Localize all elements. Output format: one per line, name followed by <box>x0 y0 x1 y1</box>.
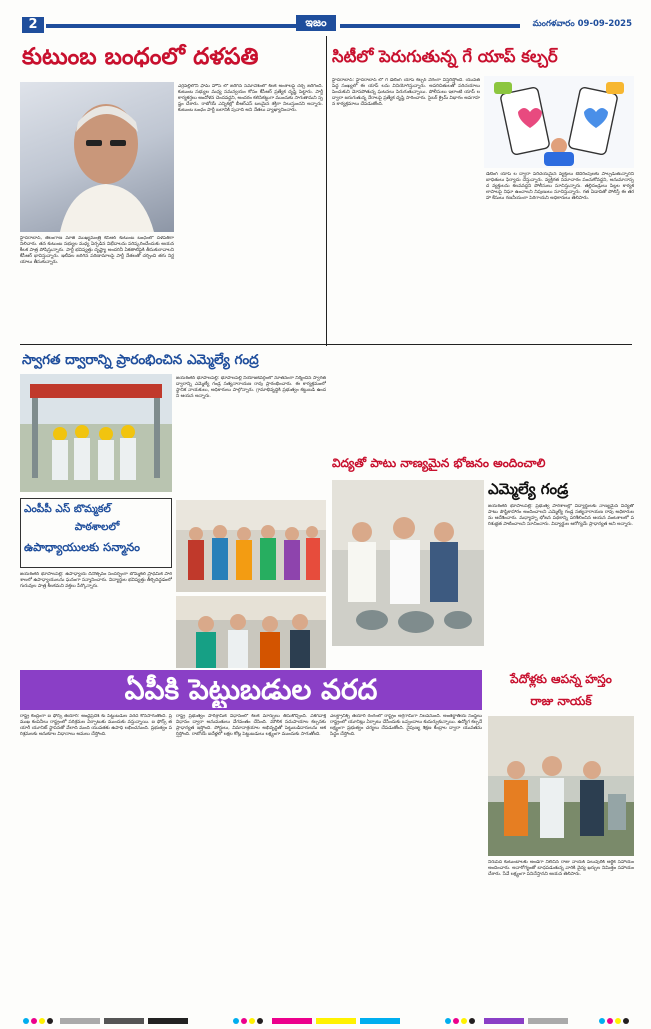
gay-app-illustration <box>484 76 634 168</box>
header-bar-right <box>340 24 520 28</box>
teachers-photo-bottom <box>176 596 326 668</box>
help-photo <box>488 716 634 856</box>
kcr-article-col1: హైదరాబాద్, తెలంగాణ మాజీ ముఖ్యమంత్రి కేసీఆర్ కుటుంబ బంధంలో దళపతిగా నిలిచారు. తన కుటుంబ సభ్యుల మధ్య ఏర్పడిన విభేదాలను పరిష్కరించేందుకు ఆయన కీలక పాత్ర పోషిస్తున్నారు. పార్టీ భవిష్యత్తు దృష్ట్యా అందరినీ ఏకతాటిపైకి తీసుకురావాలని కేసీఆర్ భావిస్తున్నారు. ఇటీవల జరిగిన పరిణామాలపై పార్టీ నేతలతో చర్చించి తగు నిర్ణయాలు తీసుకున్నారు. <box>20 236 174 266</box>
investments-col1: రాష్ట్ర కేంద్రంగా ఐ ఫోన్స్ తయారీ: ఆంధ్రప్రదేశ్ కు పెట్టుబడుల వరద కొనసాగుతోంది. ప్రముఖ కంపెనీలు రాష్ట్రంలో పరిశ్రమల ఏర్పాటుకు ముందుకు వస్తున్నాయి. ఐ ఫోన్స్ తయారీ యూనిట్ స్థాపనతో వేలాది మంది యువతకు ఉపాధి లభించనుంది. ప్రభుత్వం పరిశ్రమలకు అనుకూల విధానాలు అమలు చేస్తోంది. <box>20 714 172 738</box>
welcome-article: జయశంకర్ భూపాలపల్లి: భూపాలపల్లి నియోజకవర్గంలో నూతనంగా నిర్మించిన స్వాగత ద్వారాన్ని ఎమ్మెల్యే గండ్ర సత్యనారాయణ రావు ప్రారంభించారు. ఈ కార్యక్రమంలో స్థానిక నాయకులు, అధికారులు పాల్గొన్నారు. గ్రామాభివృద్ధికి ప్రభుత్వం కట్టుబడి ఉందని ఆయన అన్నారు. <box>176 376 326 400</box>
header-bar <box>46 24 320 28</box>
headline-meal-sub: ఎమ్మెల్యే గండ్ర <box>488 480 569 498</box>
headline-help-1: పేదోళ్లకు ఆపన్న హస్తం <box>510 672 612 686</box>
vertical-divider <box>326 36 327 346</box>
headline-teachers-2: పాఠశాలలో <box>74 521 120 533</box>
meal-article: జయశంకర్ భూపాలపల్లి: ప్రభుత్వ పాఠశాలల్లో విద్యార్థులకు నాణ్యమైన విద్యతో పాటు పౌష్టికాహారం అందించాలని ఎమ్మెల్యే గండ్ర సత్యనారాయణ రావు అధికారులను ఆదేశించారు. మధ్యాహ్న భోజన పథకాన్ని పరిశీలించిన ఆయన వంటశాలలో పరిశుభ్రత పాటించాలని సూచించారు. విద్యార్థుల ఆరోగ్యమే ప్రాధాన్యత అని అన్నారు. <box>488 504 634 528</box>
headline-welcome: స్వాగత ద్వారాన్ని ప్రారంభించిన ఎమ్మెల్యే గంద్ర <box>22 352 259 368</box>
headline-kcr: కుటుంబ బంధంలో దళపతి <box>22 44 259 70</box>
welcome-photo <box>20 374 172 492</box>
headline-teachers-1: ఎంపీపీ ఎస్ బొమ్మకల్ <box>24 503 111 515</box>
headline-help-2: రాజు నాయక్ <box>530 694 592 708</box>
registration-colorbar-icon <box>20 1010 634 1018</box>
investments-col3: ఎలక్ట్రానిక్స్ తయారీ రంగంలో రాష్ట్రం అగ్రగామిగా నిలవనుంది. అంతర్జాతీయ సంస్థలు రాష్ట్రంలో యూనిట్లు ఏర్పాటు చేసేందుకు ఒప్పందాలు కుదుర్చుకున్నాయి. ఉద్యోగ కల్పనే లక్ష్యంగా ప్రభుత్వం చర్యలు చేపడుతోంది. నైపుణ్య శిక్షణ కేంద్రాల ద్వారా యువతను సిద్ధం చేస్తోంది. <box>330 714 482 738</box>
gay-article-col1: హైదరాబాద్: హైదరాబాద్ లో గే డేటింగ్ యాప్ కల్చర్ వేగంగా విస్తరిస్తోంది. యువత పెద్ద సంఖ్యలో ఈ యాప్ లను వినియోగిస్తున్నారు. అపరిచితులతో పరిచయాలు పెంచుకుని మోసపోతున్న ఘటనలు పెరుగుతున్నాయి. పోలీసులు ఇలాంటి యాప్ ల ద్వారా జరుగుతున్న నేరాలపై ప్రత్యేక దృష్టి సారించారు. సైబర్ క్రైమ్ విభాగం అవగాహన కార్యక్రమాలు చేపడుతోంది. <box>332 78 480 108</box>
help-article: నిరుపేద కుటుంబాలకు అండగా నిలిచిన రాజు నాయక్ పలువురికి ఆర్థిక సహాయం అందించారు. అనారోగ్యంతో బాధపడుతున్న వారికి వైద్య ఖర్చుల నిమిత్తం సహాయం చేశారు. సేవే లక్ష్యంగా పనిచేస్తానని ఆయన తెలిపారు. <box>488 860 634 878</box>
investments-col2: రాష్ట్ర ప్రభుత్వం పారిశ్రామిక విధానంలో కీలక మార్పులు తీసుకొచ్చింది. ఏకగవాక్ష విధానం ద్వారా అనుమతులు వేగవంతం చేసింది. మౌలిక సదుపాయాల కల్పనకు ప్రాధాన్యత ఇస్తోంది. పోర్టులు, విమానాశ్రయాల అభివృద్ధితో పెట్టుబడిదారులను ఆకర్షిస్తోంది. రాబోయే ఐదేళ్లలో లక్షల కోట్ల పెట్టుబడులు లక్ష్యంగా ముందుకు సాగుతోంది. <box>176 714 326 738</box>
headline-teachers-3: ఉపాధ్యాయులకు సన్మానం <box>24 540 141 554</box>
headline-gay-app: సిటీలో పెరుగుతున్న గే యాప్ కల్చర్ <box>332 47 558 66</box>
meal-photo <box>332 480 484 646</box>
teachers-article: జయశంకర్ భూపాలపల్లి: ఉపాధ్యాయ దినోత్సవం సందర్భంగా బొమ్మకల్ ప్రాథమిక పాఠశాలలో ఉపాధ్యాయులను ఘనంగా సన్మానించారు. విద్యార్థుల భవిష్యత్తు తీర్చిదిద్దడంలో గురువుల పాత్ర కీలకమని వక్తలు పేర్కొన్నారు. <box>20 572 172 590</box>
gay-article-col2: డేటింగ్ యాప్ ల ద్వారా పరిచయమైన వ్యక్తులు బెదిరింపులకు పాల్పడుతున్నారని బాధితులు ఫిర్యాదు చేస్తున్నారు. వ్యక్తిగత సమాచారం పంచుకోవద్దని, అనుమానాస్పద వ్యక్తులను కలవవద్దని పోలీసులు సూచిస్తున్నారు. తల్లిదండ్రులు పిల్లల కార్యకలాపాలపై నిఘా ఉంచాలని నిపుణులు సూచిస్తున్నారు. గత ఏడాదితో పోలిస్తే ఈ తరహా కేసులు గణనీయంగా పెరిగాయని అధికారులు తెలిపారు. <box>486 172 634 202</box>
teachers-photo-top <box>176 500 326 592</box>
news-logo-icon: ఇజం <box>296 15 336 31</box>
kcr-article-col2: ఎర్రవల్లిలోని ఫామ్ హౌస్ లో జరిగిన సమావేశంలో కీలక అంశాలపై చర్చ జరిగింది. కుటుంబ సభ్యుల మధ్య సమన్వయం కోసం కేసీఆర్ ప్రత్యేక దృష్టి పెట్టారు. పార్టీ కార్యకర్తలు ఆందోళన చెందవద్దని, అందరం కలిసికట్టుగా ముందుకు సాగుతామని స్పష్టం చేశారు. రాబోయే ఎన్నికల్లో బీఆర్ఎస్ బలమైన శక్తిగా నిలుస్తుందని అన్నారు. కుటుంబ బంధం పార్టీ బలానికి పునాది అని నేతలు వ్యాఖ్యానించారు. <box>178 84 323 114</box>
headline-meal: విద్యతో పాటు నాణ్యమైన భోజనం అందించాలి <box>332 456 546 470</box>
header-date: మంగళవారం 09-09-2025 <box>532 19 632 29</box>
kcr-photo <box>20 82 174 232</box>
page-number: 2 <box>22 17 44 33</box>
headline-investments: ఏపీకి పెట్టుబడుల వరద <box>124 673 378 706</box>
section-divider <box>20 344 632 345</box>
